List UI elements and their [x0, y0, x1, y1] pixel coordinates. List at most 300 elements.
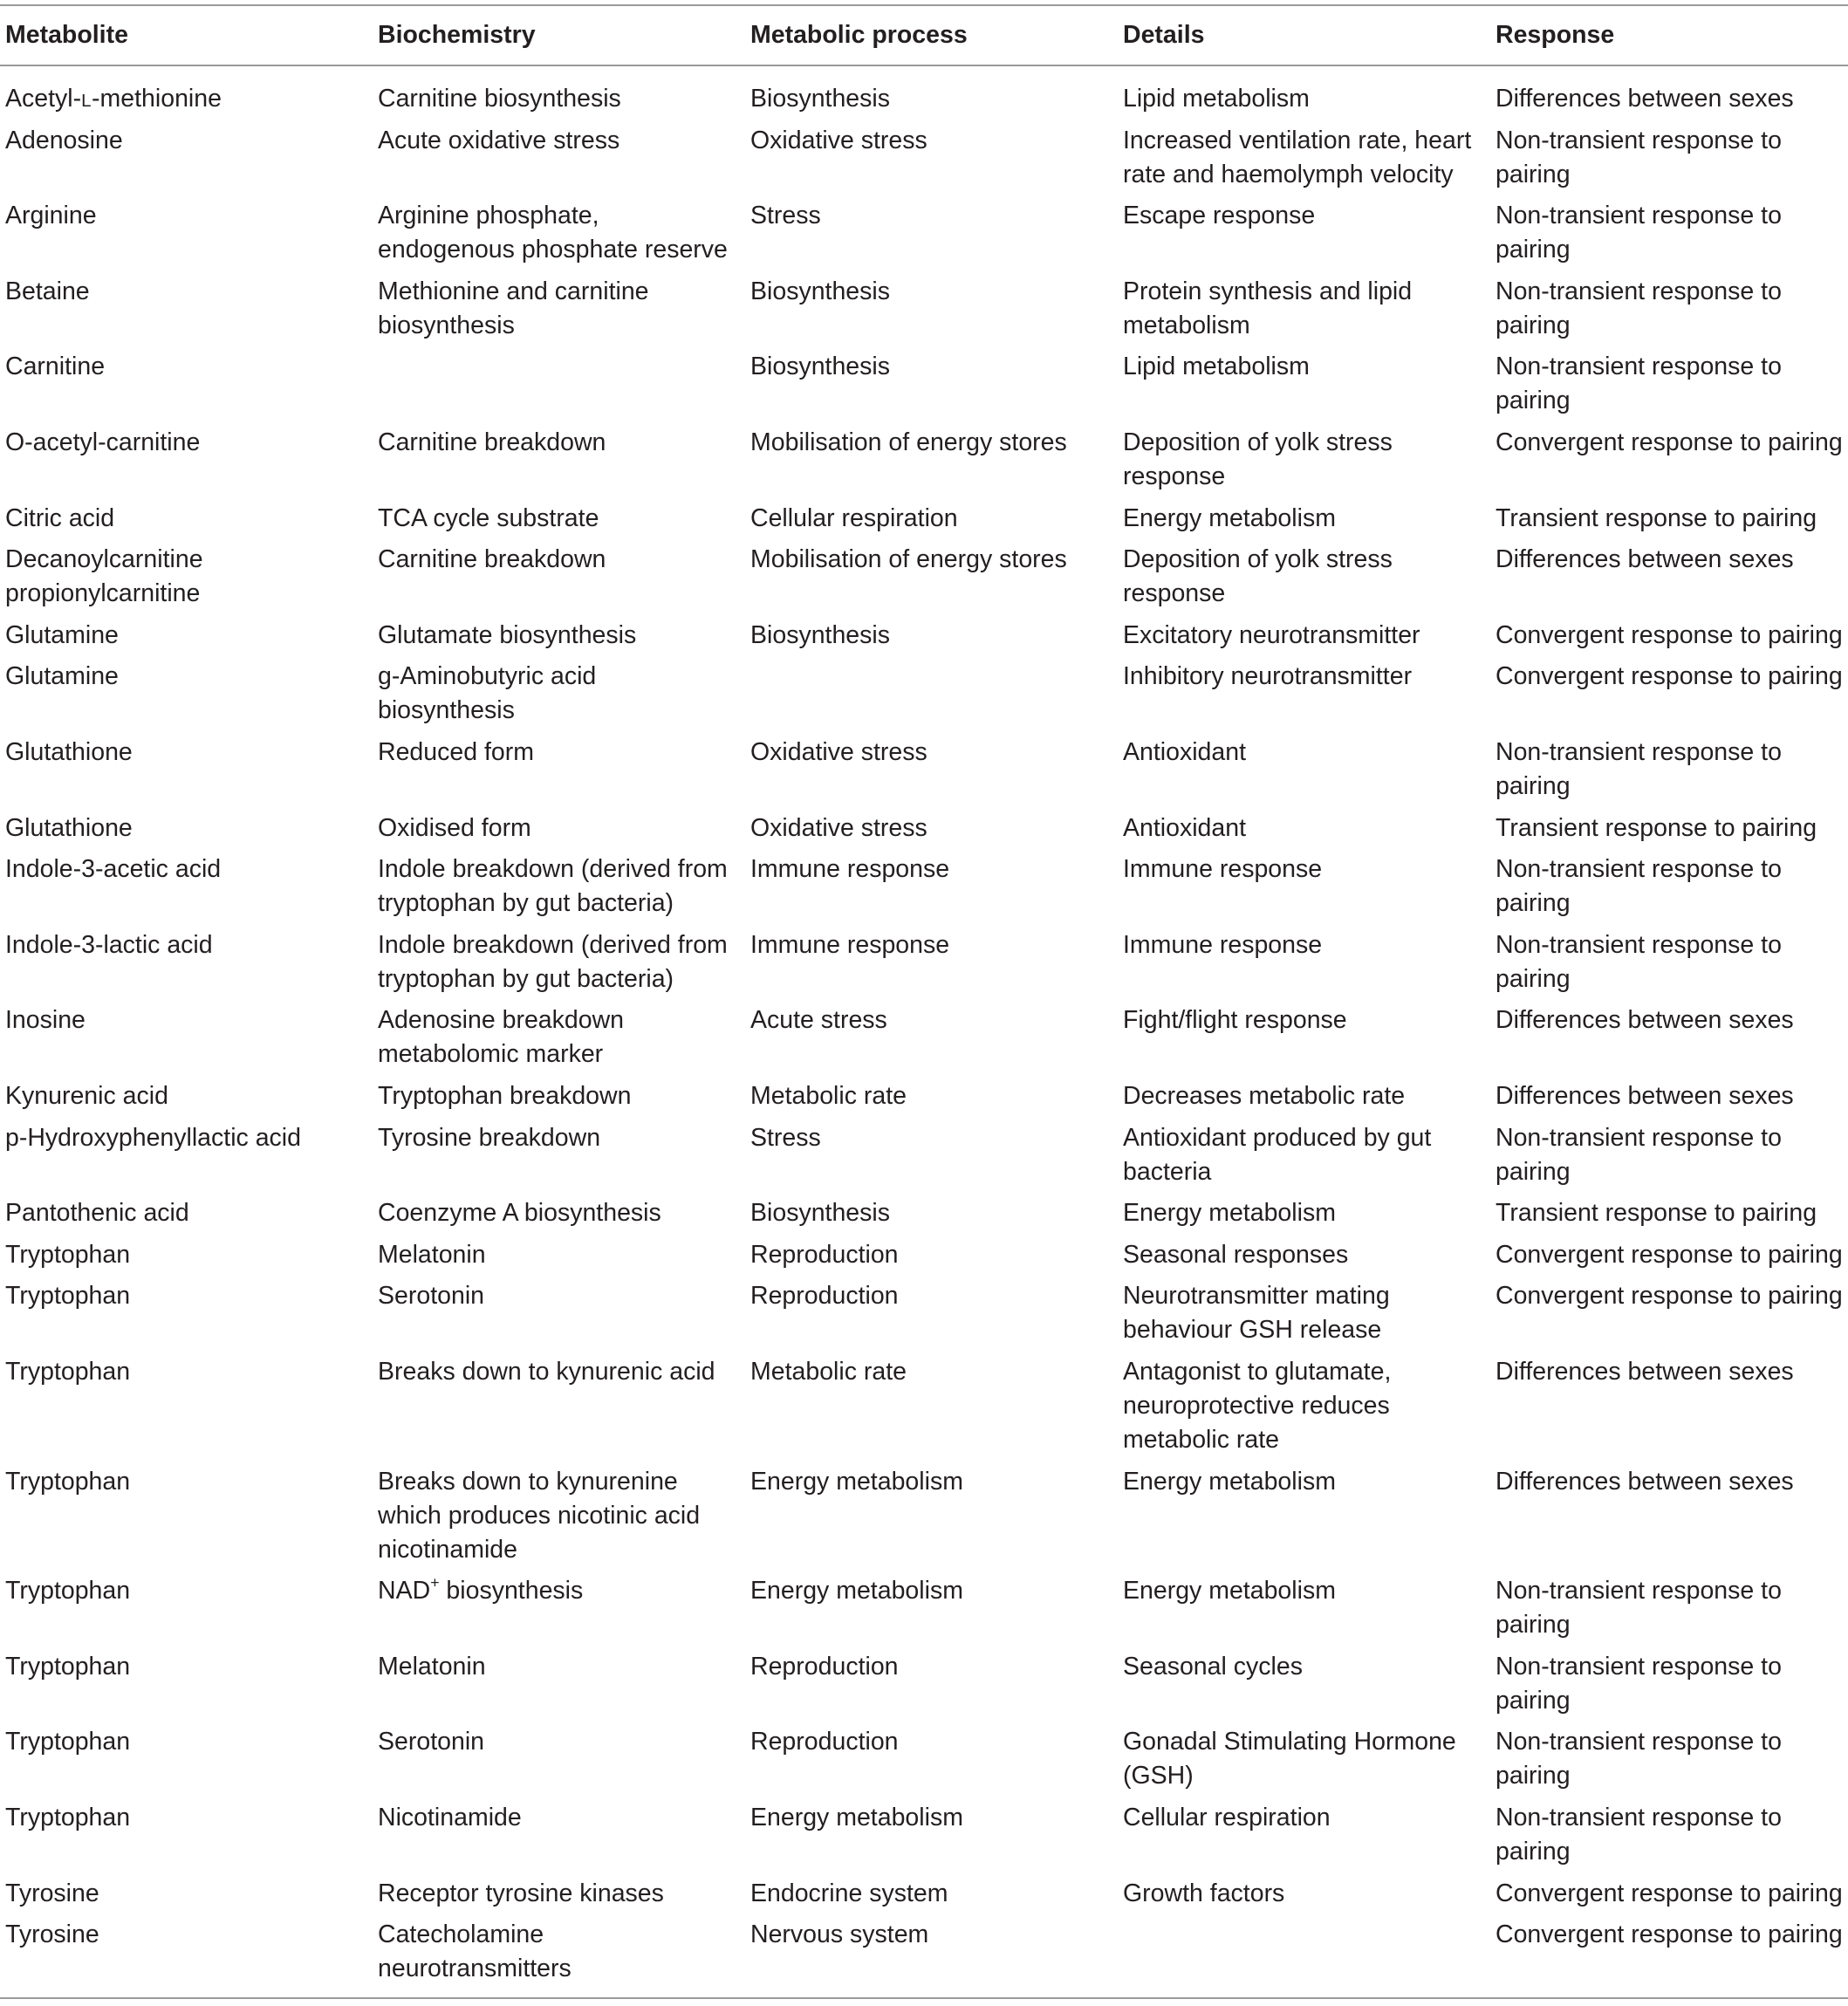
cell-details-line: Energy metabolism: [1123, 1467, 1336, 1496]
cell-biochemistry: [378, 1465, 736, 1567]
cell-response-line: Convergent response to pairing: [1496, 1282, 1843, 1311]
cell-response-line: pairing: [1496, 387, 1571, 415]
cell-metabolic-process-line: Stress: [750, 1123, 821, 1152]
cell-response-line: Differences between sexes: [1496, 545, 1794, 574]
cell-biochemistry-line: Tryptophan breakdown: [378, 1082, 632, 1110]
cell-metabolic-process-line: Acute stress: [750, 1006, 887, 1035]
cell-biochemistry-line: Catecholamine: [378, 1920, 544, 1949]
cell-details: [1123, 1279, 1481, 1347]
cell-response-line: Convergent response to pairing: [1496, 1240, 1843, 1269]
header-response: Response: [1496, 21, 1615, 49]
cell-metabolic-process: [750, 1465, 1108, 1499]
cell-metabolite-line: Kynurenic acid: [5, 1082, 168, 1110]
cell-biochemistry: [378, 1918, 736, 1986]
cell-response-line: Convergent response to pairing: [1496, 1920, 1843, 1949]
cell-metabolite-line: Citric acid: [5, 503, 115, 532]
cell-metabolite-line: Tryptophan: [5, 1282, 131, 1311]
cell-metabolic-process: [750, 1650, 1108, 1684]
cell-response-line: Differences between sexes: [1496, 1006, 1794, 1035]
table-bottom-rule: [0, 1997, 1848, 1999]
cell-details-line: Cellular respiration: [1123, 1804, 1331, 1831]
cell-details-line: Escape response: [1123, 202, 1316, 230]
cell-metabolite-line: Glutamine: [5, 662, 119, 691]
cell-metabolic-process: [750, 275, 1108, 309]
cell-response-line: pairing: [1496, 236, 1571, 264]
cell-metabolic-process: [750, 1003, 1108, 1037]
cell-metabolic-process: [750, 1801, 1108, 1835]
cell-response-line: Convergent response to pairing: [1496, 1879, 1843, 1907]
cell-metabolite-line: Adenosine: [5, 126, 123, 154]
cell-metabolic-process: [750, 1196, 1108, 1230]
cell-response: [1496, 82, 1848, 116]
cell-biochemistry-line: Breaks down to kynurenic acid: [378, 1358, 715, 1386]
cell-biochemistry-line: biosynthesis: [378, 696, 515, 725]
cell-metabolite-line: Tryptophan: [5, 1728, 131, 1756]
cell-details-line: rate and haemolymph velocity: [1123, 160, 1454, 188]
table-header-rule: [0, 65, 1848, 66]
cell-details: [1123, 82, 1481, 116]
cell-biochemistry-line: Arginine phosphate,: [378, 202, 599, 230]
cell-details-line: metabolic rate: [1123, 1426, 1280, 1454]
cell-biochemistry-line: Carnitine breakdown: [378, 545, 606, 574]
cell-response-line: Non-transient response to: [1496, 855, 1782, 884]
cell-details: [1123, 1574, 1481, 1608]
cell-metabolite: [5, 1238, 372, 1272]
cell-response-line: Non-transient response to: [1496, 1804, 1782, 1831]
cell-response: [1496, 1801, 1848, 1869]
cell-response: [1496, 1079, 1848, 1113]
cell-response: [1496, 1238, 1848, 1272]
cell-metabolic-process: [750, 811, 1108, 846]
cell-metabolite-line: Pantothenic acid: [5, 1199, 189, 1228]
cell-details: [1123, 275, 1481, 343]
cell-biochemistry-line: Melatonin: [378, 1652, 486, 1681]
cell-metabolic-process-line: Biosynthesis: [750, 85, 890, 113]
cell-metabolic-process-line: Biosynthesis: [750, 1199, 890, 1228]
cell-metabolic-process-line: Metabolic rate: [750, 1082, 907, 1110]
cell-details: [1123, 619, 1481, 653]
cell-response-line: Differences between sexes: [1496, 1467, 1794, 1496]
cell-metabolite: [5, 275, 372, 309]
cell-biochemistry-line: tryptophan by gut bacteria): [378, 889, 674, 918]
cell-biochemistry-line: Breaks down to kynurenine: [378, 1467, 678, 1496]
cell-biochemistry: [378, 660, 736, 728]
cell-details-line: Antioxidant: [1123, 813, 1247, 842]
cell-details-line: Deposition of yolk stress: [1123, 545, 1393, 574]
cell-biochemistry: [378, 275, 736, 343]
cell-metabolic-process-line: Energy metabolism: [750, 1577, 963, 1605]
cell-biochemistry-line: g-Aminobutyric acid: [378, 662, 597, 691]
cell-details: [1123, 1003, 1481, 1037]
cell-details: [1123, 1650, 1481, 1684]
cell-biochemistry-line: Acute oxidative stress: [378, 126, 620, 154]
cell-biochemistry-line: Reduced form: [378, 738, 535, 766]
cell-response-line: pairing: [1496, 311, 1571, 339]
cell-biochemistry: [378, 1238, 736, 1272]
cell-biochemistry: [378, 124, 736, 158]
cell-metabolic-process-line: Reproduction: [750, 1282, 899, 1311]
cell-details-line: (GSH): [1123, 1762, 1194, 1790]
cell-response: [1496, 124, 1848, 192]
cell-metabolite: [5, 82, 372, 118]
cell-biochemistry-line: Carnitine biosynthesis: [378, 85, 621, 113]
cell-details: [1123, 1355, 1481, 1457]
cell-metabolic-process: [750, 1877, 1108, 1911]
cell-metabolic-process-line: Oxidative stress: [750, 813, 927, 842]
cell-biochemistry-line: nicotinamide: [378, 1535, 518, 1564]
cell-biochemistry-line: neurotransmitters: [378, 1955, 572, 1983]
cell-metabolic-process: [750, 736, 1108, 770]
cell-metabolite: [5, 1355, 372, 1389]
cell-response-line: Non-transient response to: [1496, 1728, 1782, 1756]
cell-metabolite: [5, 660, 372, 694]
cell-details-line: Energy metabolism: [1123, 503, 1336, 532]
cell-response: [1496, 736, 1848, 804]
cell-metabolic-process-line: Reproduction: [750, 1240, 899, 1269]
cell-response-line: pairing: [1496, 1157, 1571, 1186]
cell-response-line: pairing: [1496, 1762, 1571, 1790]
cell-details: [1123, 660, 1481, 694]
cell-details: [1123, 811, 1481, 846]
cell-biochemistry-line: Receptor tyrosine kinases: [378, 1879, 664, 1907]
cell-metabolite: [5, 426, 372, 460]
cell-metabolite-line: propionylcarnitine: [5, 579, 201, 608]
cell-metabolite-line: Inosine: [5, 1006, 86, 1035]
cell-details: [1123, 350, 1481, 384]
cell-metabolic-process-line: Oxidative stress: [750, 738, 927, 766]
cell-metabolic-process-line: Oxidative stress: [750, 126, 927, 154]
cell-biochemistry-line: Melatonin: [378, 1240, 486, 1269]
cell-metabolite: [5, 199, 372, 233]
cell-biochemistry: [378, 1196, 736, 1230]
cell-details-line: Immune response: [1123, 930, 1323, 959]
cell-details-line: Antioxidant produced by gut: [1123, 1123, 1432, 1152]
cell-metabolic-process-line: Cellular respiration: [750, 503, 958, 532]
cell-biochemistry-line: NAD+ biosynthesis: [378, 1573, 584, 1605]
cell-response: [1496, 199, 1848, 267]
cell-biochemistry-line: tryptophan by gut bacteria): [378, 964, 674, 993]
cell-metabolite-line: Tryptophan: [5, 1804, 131, 1831]
cell-metabolic-process: [750, 1355, 1108, 1389]
cell-details-line: Seasonal responses: [1123, 1240, 1349, 1269]
cell-biochemistry: [378, 82, 736, 116]
cell-metabolite-line: Glutathione: [5, 738, 133, 766]
cell-metabolic-process-line: Reproduction: [750, 1728, 899, 1756]
cell-details-line: Energy metabolism: [1123, 1199, 1336, 1228]
cell-biochemistry: [378, 852, 736, 921]
table-top-rule: [0, 4, 1848, 6]
cell-biochemistry-line: Coenzyme A biosynthesis: [378, 1199, 661, 1228]
cell-details-line: Antioxidant: [1123, 738, 1247, 766]
cell-metabolic-process-line: Nervous system: [750, 1920, 929, 1949]
cell-response-line: pairing: [1496, 772, 1571, 800]
cell-biochemistry-line: Adenosine breakdown: [378, 1006, 625, 1035]
cell-response: [1496, 502, 1848, 536]
cell-metabolite: [5, 350, 372, 384]
cell-biochemistry-line: Indole breakdown (derived from: [378, 855, 728, 884]
cell-metabolite: [5, 1121, 372, 1155]
cell-biochemistry: [378, 1574, 736, 1608]
cell-metabolite-line: Glutamine: [5, 620, 119, 649]
cell-details: [1123, 928, 1481, 962]
header-details: Details: [1123, 21, 1205, 49]
cell-metabolite-line: Tryptophan: [5, 1467, 131, 1496]
cell-metabolite: [5, 124, 372, 158]
header-metabolite: Metabolite: [5, 21, 128, 49]
cell-metabolite-line: Tryptophan: [5, 1358, 131, 1386]
cell-metabolite: [5, 1650, 372, 1684]
cell-response-line: Transient response to pairing: [1496, 503, 1817, 532]
cell-details: [1123, 1465, 1481, 1499]
cell-metabolic-process-line: Energy metabolism: [750, 1804, 963, 1831]
cell-details-line: Lipid metabolism: [1123, 353, 1310, 381]
cell-details-line: behaviour GSH release: [1123, 1316, 1382, 1345]
cell-metabolic-process: [750, 1238, 1108, 1272]
cell-biochemistry-line: Indole breakdown (derived from: [378, 930, 728, 959]
cell-metabolite-line: Indole-3-acetic acid: [5, 855, 222, 884]
cell-biochemistry: [378, 1003, 736, 1071]
cell-response-line: Non-transient response to: [1496, 1123, 1782, 1152]
cell-metabolite: [5, 502, 372, 536]
cell-metabolic-process-line: Biosynthesis: [750, 353, 890, 381]
cell-biochemistry-line: metabolomic marker: [378, 1040, 604, 1069]
cell-details-line: Seasonal cycles: [1123, 1652, 1303, 1681]
cell-details: [1123, 852, 1481, 887]
cell-metabolic-process: [750, 1079, 1108, 1113]
cell-response-line: Convergent response to pairing: [1496, 620, 1843, 649]
cell-metabolic-process: [750, 852, 1108, 887]
cell-details: [1123, 124, 1481, 192]
cell-response: [1496, 1465, 1848, 1499]
cell-response: [1496, 275, 1848, 343]
cell-biochemistry-line: Nicotinamide: [378, 1804, 522, 1831]
cell-response-line: Non-transient response to: [1496, 277, 1782, 305]
cell-response: [1496, 543, 1848, 577]
cell-metabolite: [5, 1465, 372, 1499]
cell-response-line: Convergent response to pairing: [1496, 428, 1843, 456]
cell-response-line: Non-transient response to: [1496, 738, 1782, 766]
cell-biochemistry: [378, 543, 736, 577]
cell-metabolite: [5, 1918, 372, 1952]
cell-metabolite-line: Tryptophan: [5, 1577, 131, 1605]
cell-metabolic-process-line: Reproduction: [750, 1652, 899, 1681]
cell-response: [1496, 852, 1848, 921]
cell-details: [1123, 1801, 1481, 1835]
cell-details: [1123, 1725, 1481, 1793]
cell-biochemistry: [378, 1121, 736, 1155]
cell-details: [1123, 1238, 1481, 1272]
cell-details: [1123, 1079, 1481, 1113]
cell-metabolite-line: p-Hydroxyphenyllactic acid: [5, 1123, 301, 1152]
cell-biochemistry: [378, 736, 736, 770]
cell-response: [1496, 1918, 1848, 1952]
cell-metabolite-line: Tryptophan: [5, 1240, 131, 1269]
cell-details-line: Protein synthesis and lipid: [1123, 277, 1413, 305]
cell-details: [1123, 736, 1481, 770]
cell-metabolite-line: Indole-3-lactic acid: [5, 930, 213, 959]
cell-metabolite: [5, 1877, 372, 1911]
cell-biochemistry: [378, 1079, 736, 1113]
cell-metabolic-process: [750, 928, 1108, 962]
cell-details-line: Antagonist to glutamate,: [1123, 1358, 1392, 1386]
cell-details: [1123, 502, 1481, 536]
cell-details: [1123, 199, 1481, 233]
cell-metabolic-process-line: Mobilisation of energy stores: [750, 428, 1067, 456]
cell-biochemistry: [378, 199, 736, 267]
cell-details-line: Decreases metabolic rate: [1123, 1082, 1406, 1110]
cell-biochemistry-line: Serotonin: [378, 1728, 485, 1756]
cell-metabolic-process: [750, 82, 1108, 116]
cell-metabolite-line: Carnitine: [5, 353, 106, 381]
cell-response: [1496, 426, 1848, 460]
cell-response-line: pairing: [1496, 160, 1571, 188]
cell-biochemistry-line: which produces nicotinic acid: [378, 1501, 701, 1530]
cell-details-line: neuroprotective reduces: [1123, 1392, 1390, 1420]
cell-metabolic-process: [750, 1279, 1108, 1313]
cell-details: [1123, 543, 1481, 611]
cell-response-line: pairing: [1496, 1838, 1571, 1866]
cell-metabolite: [5, 736, 372, 770]
cell-details-line: Growth factors: [1123, 1879, 1285, 1907]
cell-response: [1496, 1279, 1848, 1313]
cell-details-line: bacteria: [1123, 1157, 1212, 1186]
cell-metabolic-process: [750, 543, 1108, 577]
cell-metabolite-line: Arginine: [5, 202, 97, 230]
cell-details: [1123, 1121, 1481, 1189]
cell-details-line: Gonadal Stimulating Hormone: [1123, 1728, 1456, 1756]
cell-metabolite-line: Tyrosine: [5, 1879, 99, 1907]
cell-details-line: Fight/flight response: [1123, 1006, 1347, 1035]
cell-biochemistry: [378, 1650, 736, 1684]
cell-response-line: Differences between sexes: [1496, 85, 1794, 113]
cell-biochemistry-line: Glutamate biosynthesis: [378, 620, 637, 649]
cell-response-line: Non-transient response to: [1496, 930, 1782, 959]
cell-metabolite-line: Tryptophan: [5, 1652, 131, 1681]
cell-metabolic-process: [750, 350, 1108, 384]
cell-metabolic-process: [750, 124, 1108, 158]
cell-metabolite-line: Tyrosine: [5, 1920, 99, 1949]
cell-details: [1123, 1877, 1481, 1911]
cell-response-line: pairing: [1496, 1611, 1571, 1640]
cell-response-line: Convergent response to pairing: [1496, 662, 1843, 691]
cell-metabolite: [5, 1003, 372, 1037]
cell-metabolite-line: O-acetyl-carnitine: [5, 428, 201, 456]
cell-response-line: Non-transient response to: [1496, 1652, 1782, 1681]
cell-response-line: pairing: [1496, 1686, 1571, 1715]
cell-response-line: pairing: [1496, 964, 1571, 993]
header-biochemistry: Biochemistry: [378, 21, 536, 49]
cell-metabolic-process: [750, 1725, 1108, 1759]
cell-details-line: metabolism: [1123, 311, 1250, 339]
cell-response: [1496, 619, 1848, 653]
cell-biochemistry-line: TCA cycle substrate: [378, 503, 599, 532]
cell-details-line: response: [1123, 579, 1226, 608]
cell-metabolic-process: [750, 1121, 1108, 1155]
cell-details-line: Energy metabolism: [1123, 1577, 1336, 1605]
cell-response-line: Non-transient response to: [1496, 1577, 1782, 1605]
cell-details-line: Immune response: [1123, 855, 1323, 884]
cell-response: [1496, 811, 1848, 846]
cell-biochemistry: [378, 1801, 736, 1835]
cell-metabolic-process-line: Biosynthesis: [750, 620, 890, 649]
cell-response-line: Non-transient response to: [1496, 202, 1782, 230]
cell-response: [1496, 660, 1848, 694]
cell-response-line: Transient response to pairing: [1496, 813, 1817, 842]
cell-details-line: Increased ventilation rate, heart: [1123, 126, 1472, 154]
cell-response: [1496, 1121, 1848, 1189]
cell-response-line: Differences between sexes: [1496, 1358, 1794, 1386]
cell-metabolite-line: Betaine: [5, 277, 90, 305]
cell-metabolite: [5, 619, 372, 653]
cell-biochemistry-line: biosynthesis: [378, 311, 515, 339]
cell-metabolite: [5, 1196, 372, 1230]
cell-metabolic-process-line: Metabolic rate: [750, 1358, 907, 1386]
cell-metabolic-process: [750, 199, 1108, 233]
cell-details-line: Inhibitory neurotransmitter: [1123, 662, 1413, 691]
cell-metabolite: [5, 1725, 372, 1759]
cell-metabolic-process: [750, 426, 1108, 460]
cell-response: [1496, 1574, 1848, 1642]
cell-biochemistry: [378, 1355, 736, 1389]
cell-metabolic-process: [750, 502, 1108, 536]
cell-details: [1123, 426, 1481, 494]
cell-metabolic-process-line: Biosynthesis: [750, 277, 890, 305]
cell-biochemistry: [378, 1279, 736, 1313]
cell-metabolic-process-line: Mobilisation of energy stores: [750, 545, 1067, 574]
cell-biochemistry-line: Tyrosine breakdown: [378, 1123, 601, 1152]
cell-biochemistry: [378, 502, 736, 536]
cell-biochemistry: [378, 426, 736, 460]
cell-details: [1123, 1196, 1481, 1230]
cell-metabolite-line: Acetyl-L-methionine: [5, 85, 222, 113]
cell-biochemistry-line: Carnitine breakdown: [378, 428, 606, 456]
cell-response-line: Differences between sexes: [1496, 1082, 1794, 1110]
cell-metabolite: [5, 1574, 372, 1608]
cell-metabolite: [5, 811, 372, 846]
cell-metabolic-process: [750, 619, 1108, 653]
cell-metabolite: [5, 1801, 372, 1835]
cell-response-line: pairing: [1496, 889, 1571, 918]
cell-details-line: Neurotransmitter mating: [1123, 1282, 1390, 1311]
cell-details-line: response: [1123, 462, 1226, 490]
cell-biochemistry: [378, 619, 736, 653]
cell-details-line: Excitatory neurotransmitter: [1123, 620, 1420, 649]
cell-response-line: Non-transient response to: [1496, 126, 1782, 154]
cell-response: [1496, 1725, 1848, 1793]
cell-metabolite: [5, 1079, 372, 1113]
cell-response: [1496, 1650, 1848, 1718]
cell-response: [1496, 1196, 1848, 1230]
cell-metabolite: [5, 852, 372, 887]
cell-metabolic-process-line: Immune response: [750, 930, 950, 959]
header-metabolic-process: Metabolic process: [750, 21, 968, 49]
cell-response: [1496, 1877, 1848, 1911]
cell-metabolite-line: Glutathione: [5, 813, 133, 842]
cell-metabolite-line: Decanoylcarnitine: [5, 545, 203, 574]
cell-biochemistry: [378, 1725, 736, 1759]
cell-response-line: Transient response to pairing: [1496, 1199, 1817, 1228]
cell-metabolite: [5, 1279, 372, 1313]
cell-metabolic-process-line: Energy metabolism: [750, 1467, 963, 1496]
cell-metabolic-process-line: Immune response: [750, 855, 950, 884]
cell-biochemistry: [378, 811, 736, 846]
cell-biochemistry-line: Oxidised form: [378, 813, 531, 842]
cell-metabolite: [5, 543, 372, 611]
cell-metabolite: [5, 928, 372, 962]
cell-response: [1496, 928, 1848, 996]
cell-biochemistry: [378, 1877, 736, 1911]
cell-response: [1496, 350, 1848, 418]
